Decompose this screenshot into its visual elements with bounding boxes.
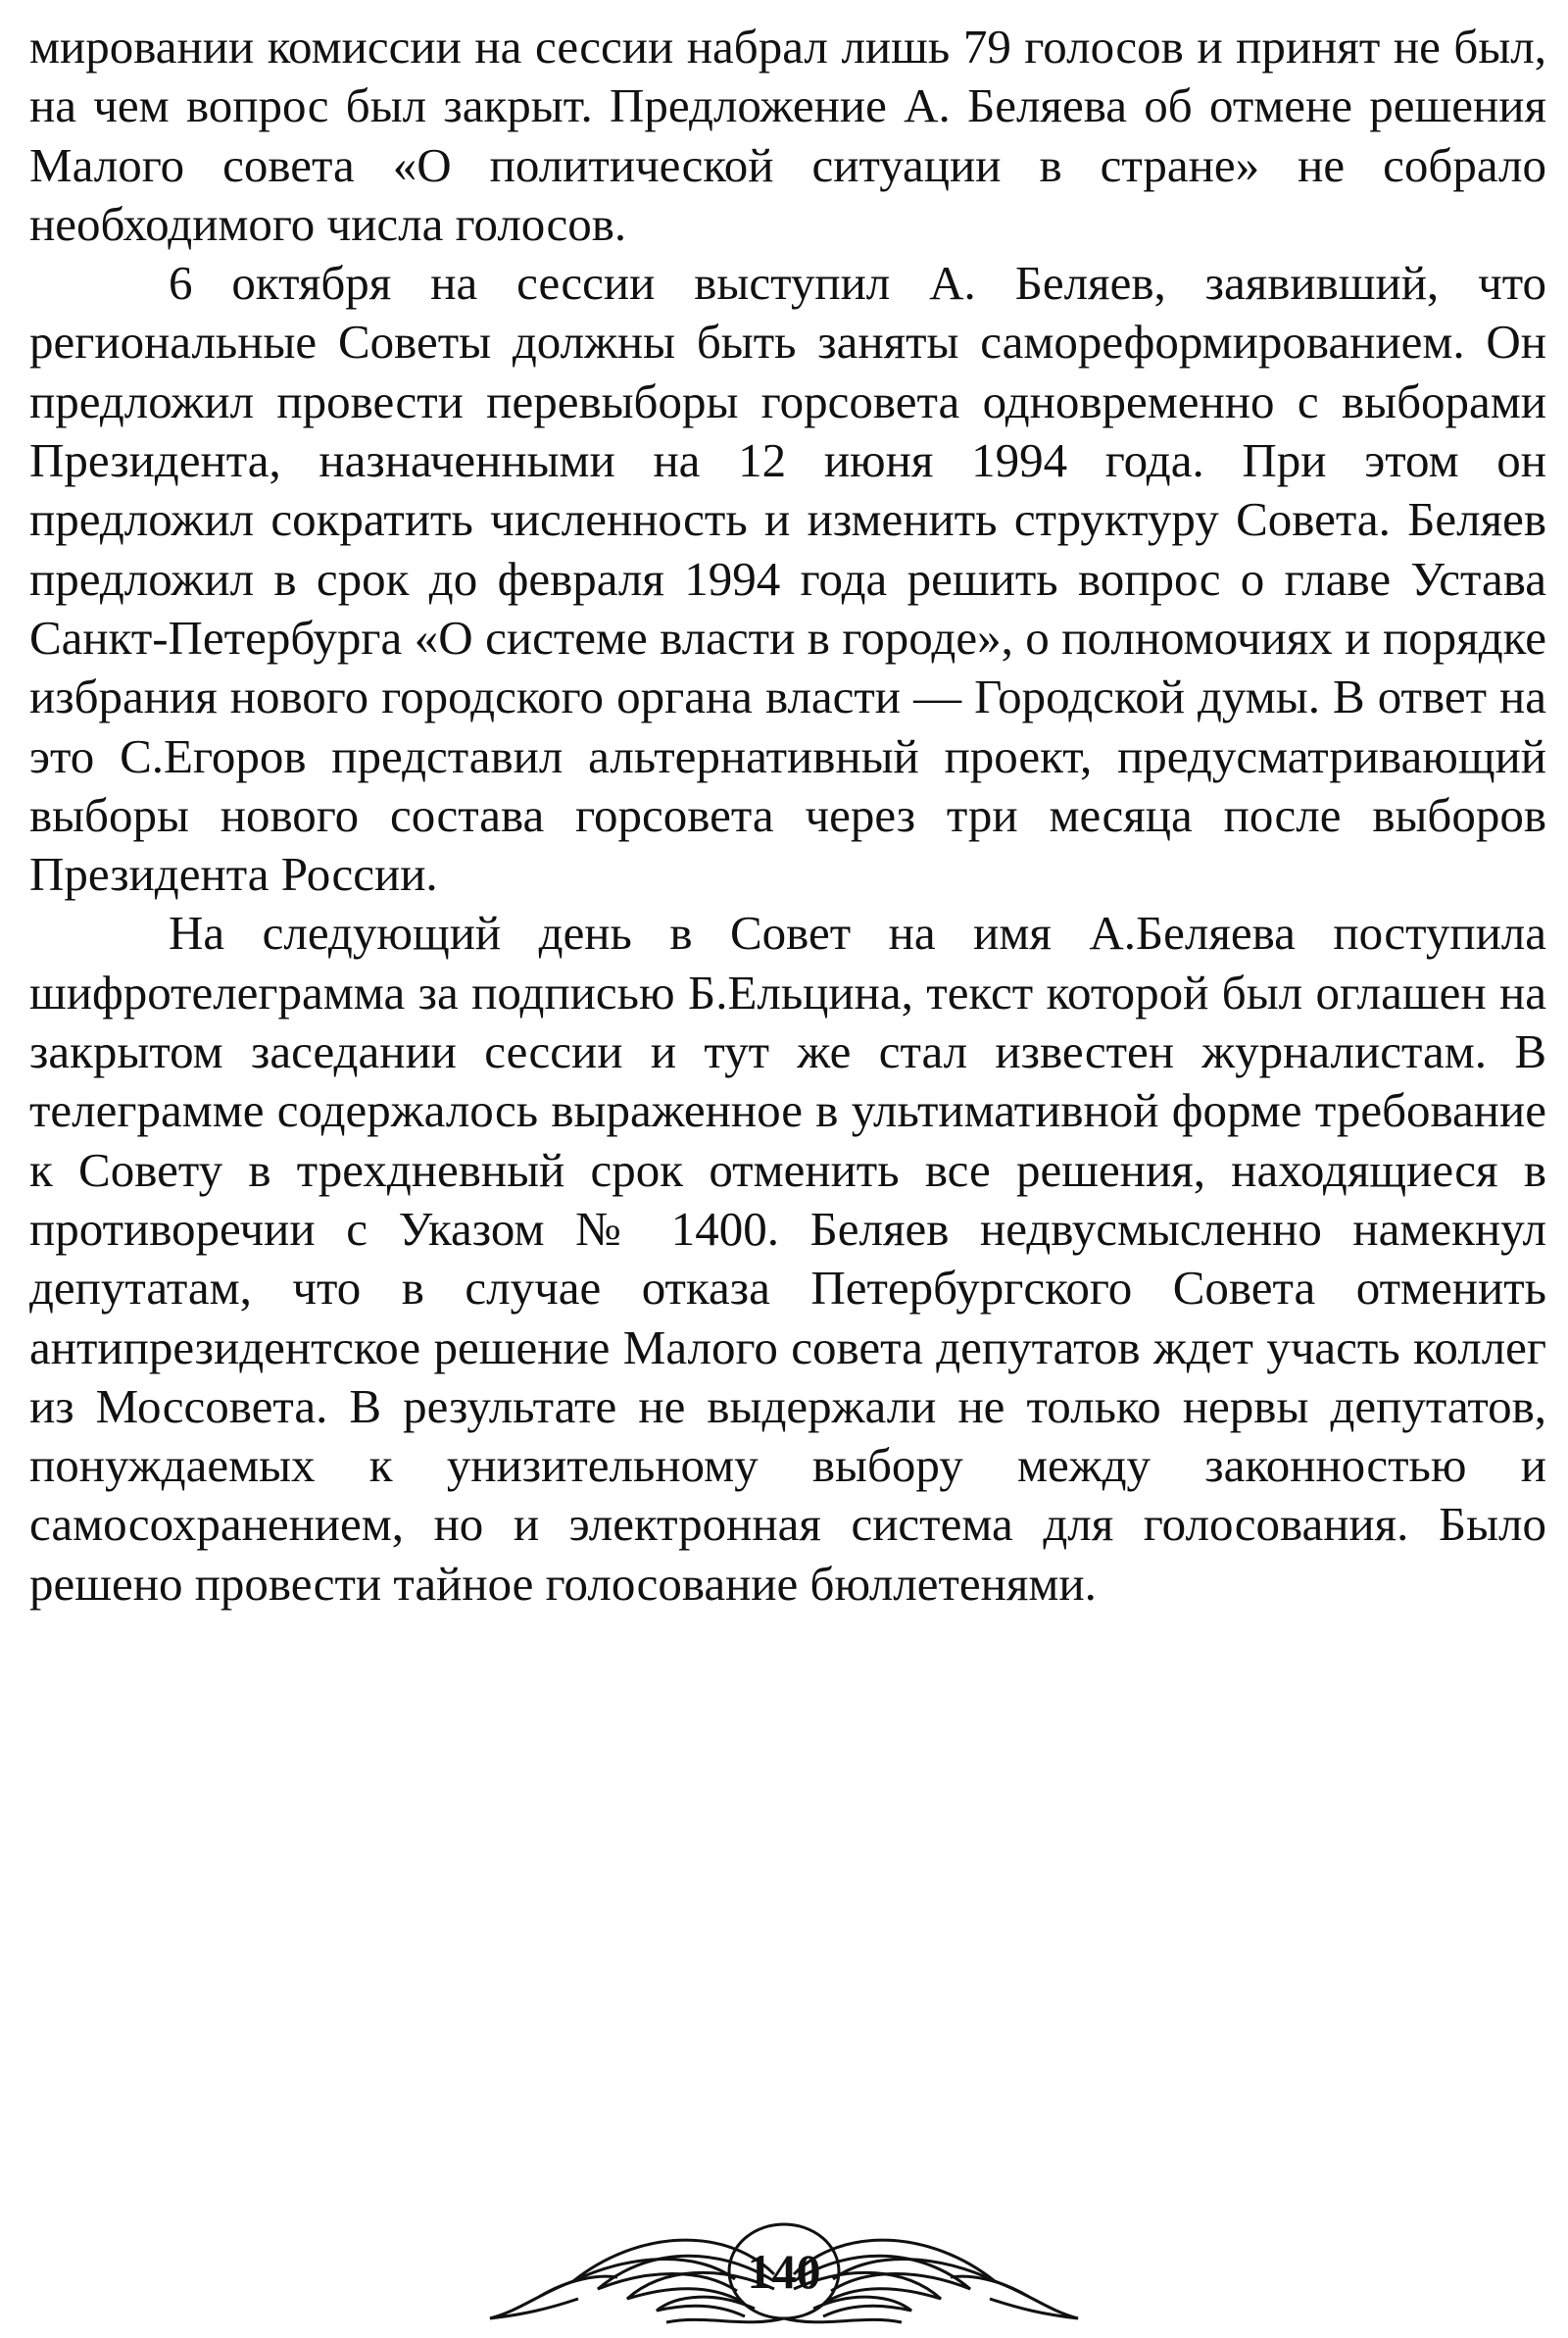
paragraph: На следующий день в Совет на имя А.Беляева поступила шифротелеграмма за подписью Б.Ельцина, текст которой был оглашен на закрытом заседании сессии и тут же стал известен журналистам. В телеграмме содержалось выраженное в ультимативной форме требование к Совету в трехдневный срок отменить все решения, находящиеся в противоречии с Указом № 1400. Беляев недвусмысленно намекнул депутатам, что в случае отказа Петербургского Совета отменить антипрезидентское решение Малого совета депутатов ждет участь коллег из Моссовета. В результате не выдержали не только нервы депутатов, понуждаемых к унизительному выбору между законностью и самосохранением, но и электронная система для голосования. Было решено провести тайное голосование бюллетенями.: [29, 906, 1546, 1611]
paragraph-continuation: мировании комиссии на сессии набрал лишь 79 голосов и принят не был, на чем вопрос был закрыт. Предложение А. Беляева об отмене решения Малого совета «О политической ситуации в стране» не собрало необходимого числа голосов.: [29, 20, 1546, 251]
paragraph: 6 октября на сессии выступил А. Беляев, заявивший, что региональные Советы должны быть заняты самореформированием. Он предложил провести перевыборы горсовета одновременно с выборами Президента, назначенными на 12 июня 1994 года. При этом он предложил сократить численность и изменить структуру Совета. Беляев предложил в срок до февраля 1994 года решить вопрос о главе Устава Санкт-Петербурга «О системе власти в городе», о полномочиях и порядке избрания нового городского органа власти — Городской думы. В ответ на это С.Егоров представил альтернативный проект, предусматривающий выборы нового состава горсовета через три месяца после выборов Президента России.: [29, 256, 1546, 902]
page-footer: [0, 2220, 1568, 2328]
page-number: 140: [747, 2244, 821, 2299]
page-body: [29, 18, 1546, 1614]
